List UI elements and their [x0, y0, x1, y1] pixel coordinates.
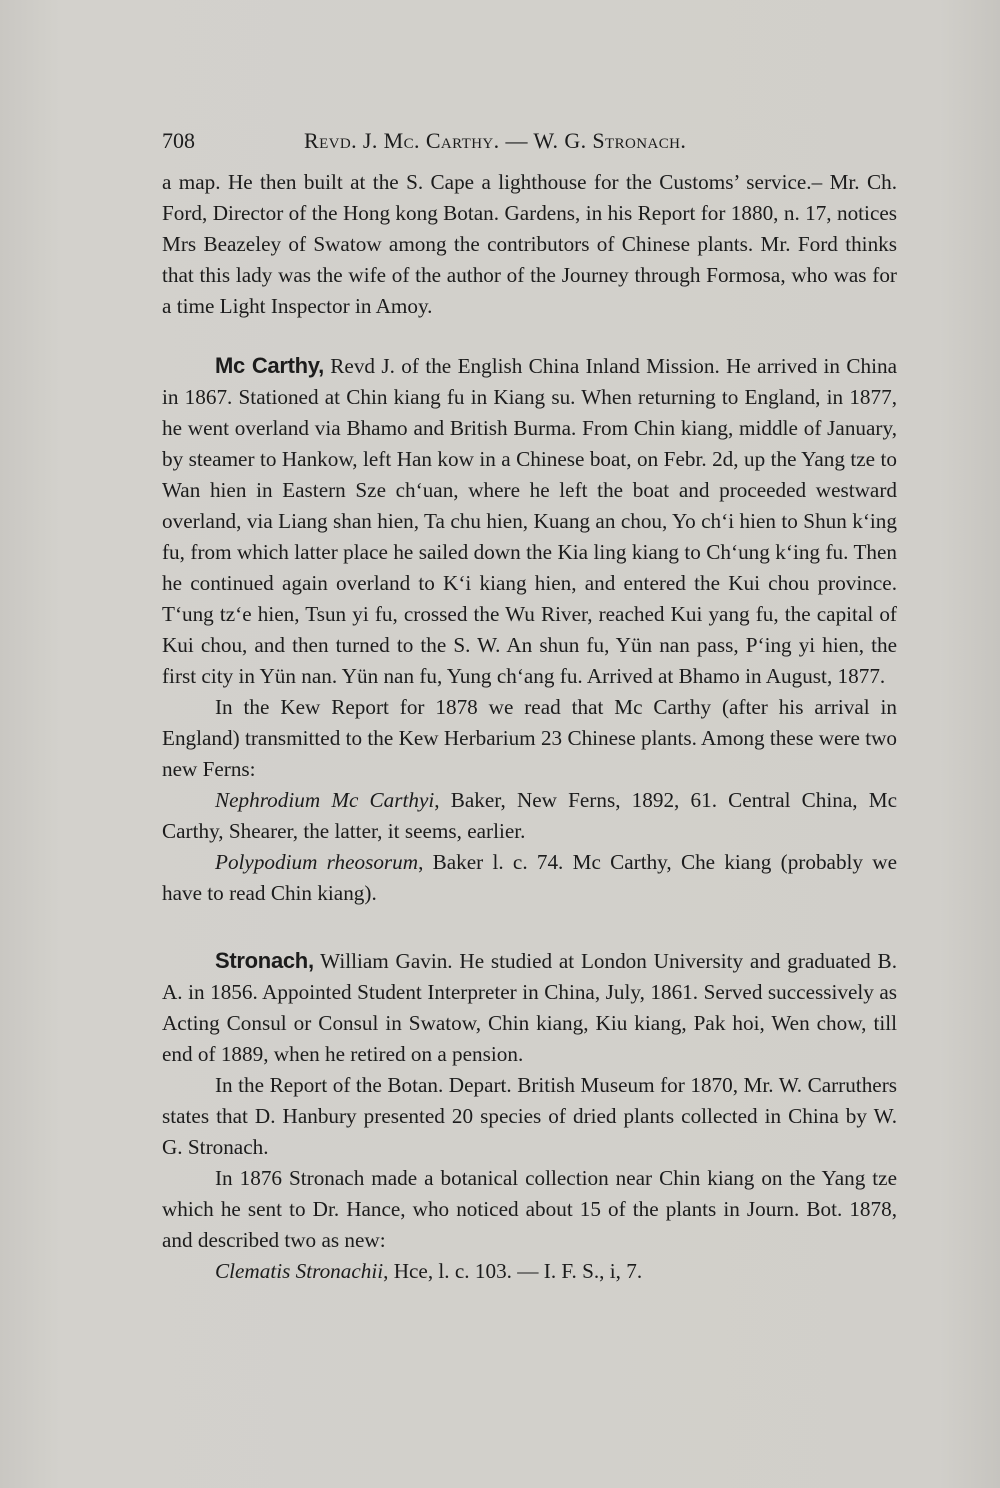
- species-name: Nephrodium Mc Carthyi: [215, 788, 435, 812]
- stronach-species-1: [162, 1256, 897, 1287]
- species-name: Polypodium rheosorum: [215, 850, 419, 874]
- species-citation: , Baker, New Ferns, 1892, 61. Central China, Mc Carthy, Shearer, the latter, it seems, earlier.: [162, 788, 897, 843]
- species-citation: , Hce, l. c. 103. — I. F. S., i, 7.: [383, 1259, 643, 1283]
- running-head: Revd. J. Mc. Carthy. — W. G. Stronach.: [304, 128, 687, 153]
- entry-name-stronach: Stronach,: [215, 948, 314, 973]
- mccarthy-species-2: [162, 847, 897, 909]
- page-number: 708: [162, 128, 195, 153]
- entry-mccarthy: [162, 350, 897, 692]
- mccarthy-paragraph-1: Revd J. of the English China Inland Mission. He arrived in China in 1867. Stationed at Chin kiang fu in Kiang su. When returning to England, in 1877, he went overland via Bhamo and British Burma. From Chin kiang, middle of January, by steamer to Hankow, left Han kow in a Chinese boat, on Febr. 2d, up the Yang tze to Wan hien in Eastern Sze chʻuan, where he left the boat and proceeded westward overland, via Liang shan hien, Ta chu hien, Kuang an chou, Yo chʻi hien to Shun kʻing fu, from which latter place he sailed down the Kia ling kiang to Chʻung kʻing fu. Then he continued again overland to Kʻi kiang hien, and entered the Kui chou province. Tʻung tzʻe hien, Tsun yi fu, crossed the Wu River, reached Kui yang fu, the capital of Kui chou, and then turned to the S. W. An shun fu, Yün nan pass, Pʻing yi hien, the first city in Yün nan. Yün nan fu, Yung chʻang fu. Arrived at Bhamo in August, 1877.: [162, 354, 898, 688]
- species-name: Clematis Stronachii: [215, 1259, 384, 1283]
- entry-name-mccarthy: Mc Carthy,: [215, 353, 324, 378]
- mccarthy-paragraph-2: In the Kew Report for 1878 we read that Mc Carthy (after his arrival in England) transmitted to the Kew Herbarium 23 Chinese plants. Among these were two new Ferns:: [162, 695, 897, 781]
- species-citation: , Baker l. c. 74. Mc Carthy, Che kiang (probably we have to read Chin kiang).: [162, 850, 897, 905]
- page-header: [162, 126, 900, 156]
- mccarthy-species-1: [162, 785, 897, 847]
- stronach-paragraph-1: William Gavin. He studied at London University and graduated B. A. in 1856. Appointed Student Interpreter in China, July, 1861. Served successively as Acting Consul or Consul in Swatow, Chin kiang, Kiu kiang, Pak hoi, Wen chow, till end of 1889, when he retired on a pension.: [162, 949, 897, 1066]
- intro-paragraph: a map. He then built at the S. Cape a lighthouse for the Customs’ service.– Mr. Ch. Ford, Director of the Hong kong Botan. Gardens, in his Report for 1880, n. 17, notices Mrs Beazeley of Swatow among the contributors of Chinese plants. Mr. Ford thinks that this lady was the wife of the author of the Journey through Formosa, who was for a time Light Inspector in Amoy.: [162, 170, 897, 318]
- stronach-paragraph-3: In 1876 Stronach made a botanical collection near Chin kiang on the Yang tze which he sent to Dr. Hance, who noticed about 15 of the plants in Journ. Bot. 1878, and described two as new:: [162, 1166, 897, 1252]
- page-body: [162, 167, 897, 1287]
- stronach-paragraph-2: In the Report of the Botan. Depart. British Museum for 1870, Mr. W. Carruthers states that D. Hanbury presented 20 species of dried plants collected in China by W. G. Stronach.: [162, 1073, 897, 1159]
- entry-stronach: [162, 945, 897, 1070]
